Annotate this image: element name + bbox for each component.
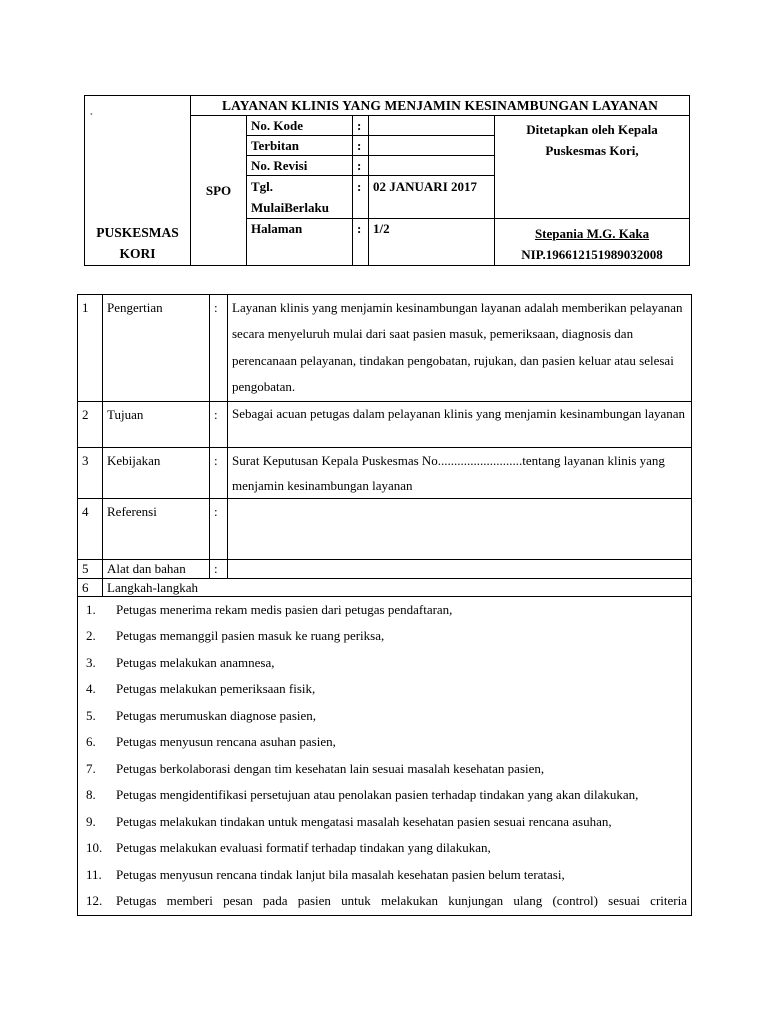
section-colon: : bbox=[210, 401, 228, 447]
field-label: Terbitan bbox=[247, 136, 353, 156]
org-name-line2: KORI bbox=[119, 246, 156, 261]
approval-line1: Ditetapkan oleh Kepala bbox=[526, 122, 658, 137]
field-colon: : bbox=[353, 176, 369, 219]
section-content: Sebagai acuan petugas dalam pelayanan klinis yang menjamin kesinambungan layanan bbox=[228, 401, 692, 447]
list-item: 4. Petugas melakukan pemeriksaan fisik, bbox=[86, 681, 316, 697]
spo-header-table bbox=[84, 95, 690, 266]
section-number: 2 bbox=[78, 401, 103, 447]
section-label: Alat dan bahan bbox=[103, 559, 210, 578]
signer-name: Stepania M.G. Kaka bbox=[534, 226, 650, 241]
list-item: 6. Petugas menyusun rencana asuhan pasien, bbox=[86, 734, 336, 750]
field-value: 1/2 bbox=[369, 219, 495, 266]
section-content bbox=[228, 498, 692, 559]
section-label: Pengertian bbox=[103, 295, 210, 402]
section-colon: : bbox=[210, 447, 228, 498]
decorative-dot: • bbox=[90, 110, 93, 119]
org-name-cell bbox=[85, 96, 191, 266]
list-item: 9. Petugas melakukan tindakan untuk mengatasi masalah kesehatan pasien sesuai rencana asuhan, bbox=[86, 813, 612, 829]
list-item: 1. Petugas menerima rekam medis pasien dari petugas pendaftaran, bbox=[86, 601, 453, 617]
section-number: 1 bbox=[78, 295, 103, 402]
field-value bbox=[369, 116, 495, 136]
list-item: 11. Petugas menyusun rencana tindak lanjut bila masalah kesehatan pasien belum teratasi, bbox=[86, 866, 565, 882]
signer-nip: NIP.196612151989032008 bbox=[521, 247, 663, 262]
field-label: Tgl. MulaiBerlaku bbox=[247, 176, 353, 219]
list-item: 7. Petugas berkolaborasi dengan tim kesehatan lain sesuai masalah kesehatan pasien, bbox=[86, 760, 545, 776]
field-label: No. Revisi bbox=[247, 156, 353, 176]
list-item: 5. Petugas merumuskan diagnose pasien, bbox=[86, 707, 317, 723]
list-item: 12. Petugas memberi pesan pada pasien untuk melakukan kunjungan ulang (control) sesuai criteria bbox=[86, 893, 687, 909]
section-label: Tujuan bbox=[103, 401, 210, 447]
field-value bbox=[369, 156, 495, 176]
steps-cell bbox=[78, 596, 692, 915]
section-content bbox=[228, 559, 692, 578]
field-colon: : bbox=[353, 219, 369, 266]
list-item: 10. Petugas melakukan evaluasi formatif terhadap tindakan yang dilakukan, bbox=[86, 840, 491, 856]
doc-type: SPO bbox=[191, 116, 247, 266]
approval-line2: Puskesmas Kori, bbox=[545, 143, 639, 158]
list-item: 2. Petugas memanggil pasien masuk ke ruang periksa, bbox=[86, 628, 385, 644]
section-number: 3 bbox=[78, 447, 103, 498]
steps-list bbox=[86, 597, 687, 915]
section-content: Layanan klinis yang menjamin kesinambungan layanan adalah memberikan pelayanan secara menyeluruh mulai dari saat pasien masuk, pemeriksaan, diagnosis dan perencanaan pelayanan, tindakan pengobatan, rujukan, dan pasien keluar atau selesai pengobatan. bbox=[228, 295, 692, 402]
field-colon: : bbox=[353, 116, 369, 136]
list-item: 3. Petugas melakukan anamnesa, bbox=[86, 654, 275, 670]
section-colon: : bbox=[210, 498, 228, 559]
section-label: Kebijakan bbox=[103, 447, 210, 498]
section-colon: : bbox=[210, 295, 228, 402]
section-label: Referensi bbox=[103, 498, 210, 559]
org-name-line1: PUSKESMAS bbox=[96, 225, 179, 240]
section-number: 4 bbox=[78, 498, 103, 559]
section-label: Langkah-langkah bbox=[103, 578, 692, 596]
field-colon: : bbox=[353, 156, 369, 176]
field-label: No. Kode bbox=[247, 116, 353, 136]
spo-body-table bbox=[77, 294, 692, 916]
field-value bbox=[369, 136, 495, 156]
field-colon: : bbox=[353, 136, 369, 156]
field-label: Halaman bbox=[247, 219, 353, 266]
list-item: 8. Petugas mengidentifikasi persetujuan atau penolakan pasien terhadap tindakan yang akan dilakukan, bbox=[86, 787, 639, 803]
field-value: 02 JANUARI 2017 bbox=[369, 176, 495, 219]
approval-block bbox=[495, 116, 690, 219]
signature-block bbox=[495, 219, 690, 266]
section-colon: : bbox=[210, 559, 228, 578]
section-content: Surat Keputusan Kepala Puskesmas No..........................tentang layanan klinis yang menjamin kesinambungan layanan bbox=[228, 447, 692, 498]
section-number: 5 bbox=[78, 559, 103, 578]
document-title: LAYANAN KLINIS YANG MENJAMIN KESINAMBUNGAN LAYANAN bbox=[191, 96, 690, 116]
section-number: 6 bbox=[78, 578, 103, 596]
